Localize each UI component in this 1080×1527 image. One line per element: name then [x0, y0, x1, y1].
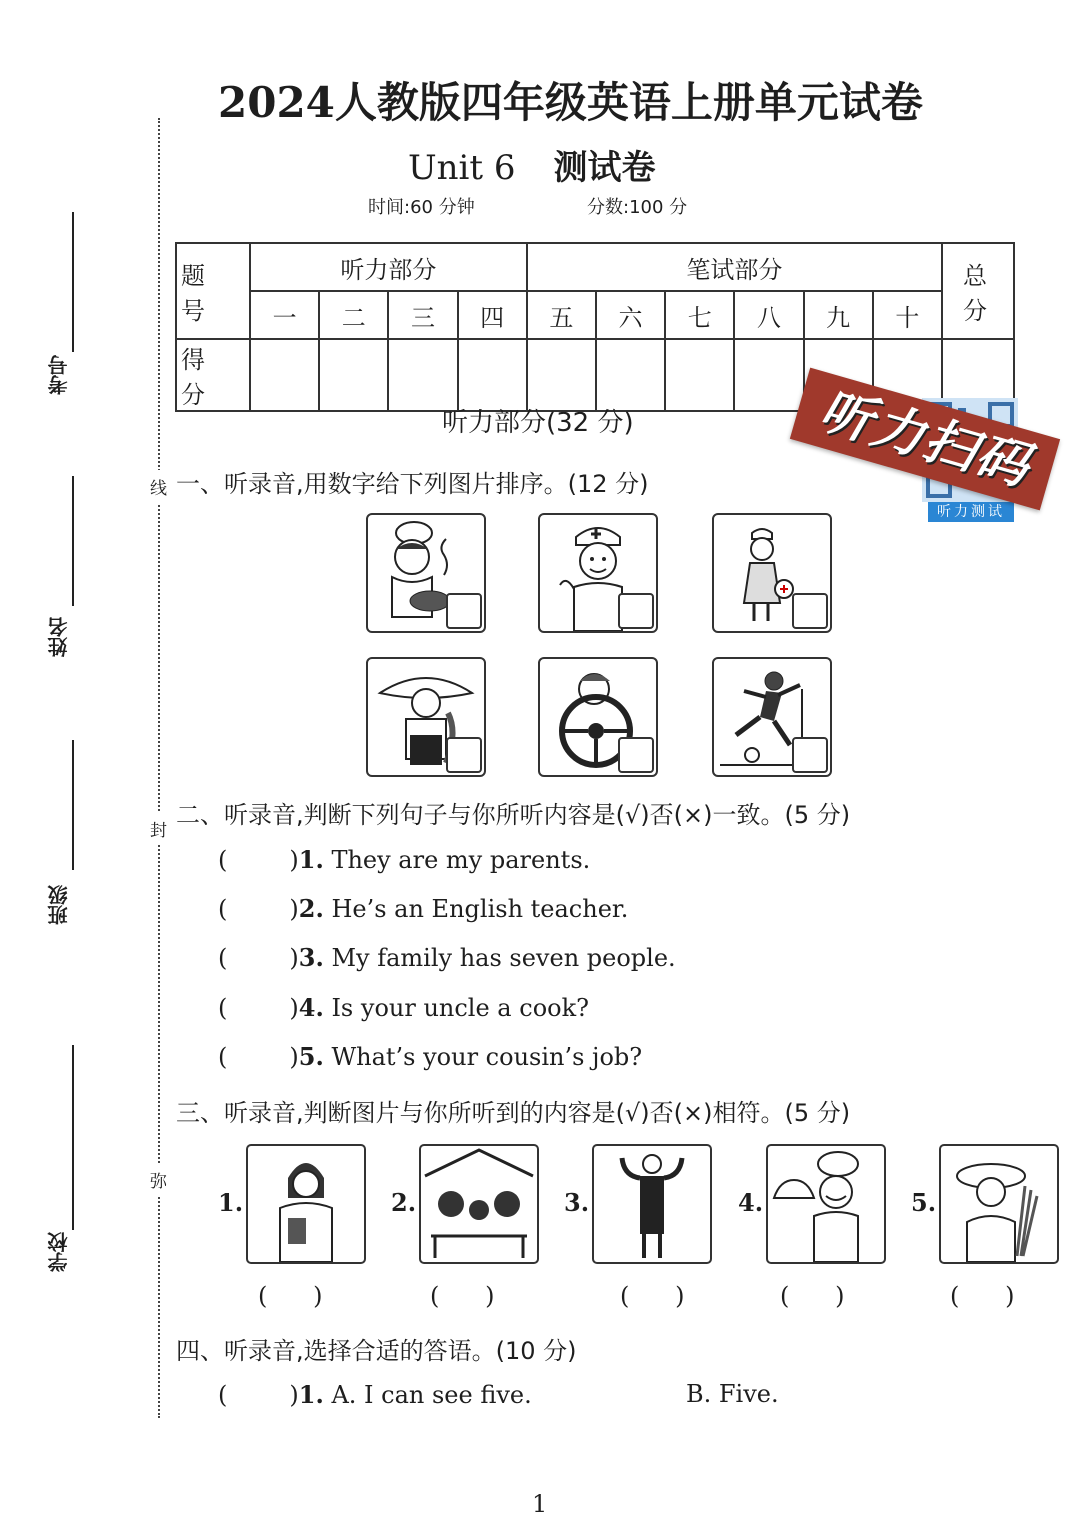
answer-box[interactable] — [618, 737, 654, 773]
answer-paren[interactable]: ( ) — [950, 1282, 1015, 1310]
item-number: 1. — [298, 1380, 324, 1409]
answer-paren[interactable]: ( ) — [218, 994, 299, 1022]
statement-text: My family has seven people. — [331, 944, 676, 972]
driver-icon — [538, 657, 658, 777]
score-cell[interactable] — [734, 339, 803, 411]
item-number: 4. — [298, 993, 324, 1022]
score-cell[interactable] — [596, 339, 665, 411]
item-number: 1. — [298, 845, 324, 874]
option-b[interactable]: B. Five. — [686, 1380, 779, 1408]
statement-2 — [218, 894, 628, 923]
binding-word-xian: 线 — [150, 470, 167, 503]
answer-box[interactable] — [618, 593, 654, 629]
score-info: 分数:100 分 — [587, 197, 688, 218]
binding-word-feng: 封 — [150, 812, 167, 845]
paper-label: 测试卷 — [553, 148, 656, 188]
question-number-cell: 七 — [665, 291, 734, 339]
score-cell[interactable] — [458, 339, 527, 411]
answer-paren[interactable]: ( ) — [218, 1381, 299, 1409]
question-number-cell: 二 — [319, 291, 388, 339]
question-3-title: 三、听录音,判断图片与你所听到的内容是(√)否(×)相符。(5 分) — [176, 1099, 851, 1127]
school-label: 学校 — [47, 1232, 71, 1272]
school-line[interactable] — [72, 1045, 74, 1230]
question-number-cell: 三 — [388, 291, 457, 339]
exam-number-label: 考号 — [47, 355, 71, 395]
item-number: 3. — [298, 943, 324, 972]
writing-part-header: 笔试部分 — [527, 243, 942, 291]
answer-box[interactable] — [792, 593, 828, 629]
statement-1 — [218, 845, 590, 874]
statement-text: They are my parents. — [331, 846, 591, 874]
exam-number-line[interactable] — [72, 212, 74, 352]
answer-paren[interactable]: ( ) — [620, 1282, 685, 1310]
listening-heading: 听力部分(32 分) — [442, 408, 634, 438]
answer-paren[interactable]: ( ) — [218, 895, 299, 923]
name-line[interactable] — [72, 476, 74, 606]
listening-part-header: 听力部分 — [250, 243, 527, 291]
statement-3 — [218, 943, 676, 972]
score-cell[interactable] — [665, 339, 734, 411]
question-number-cell: 六 — [596, 291, 665, 339]
binding-line — [158, 118, 160, 1418]
answer-box[interactable] — [792, 737, 828, 773]
answer-box[interactable] — [446, 593, 482, 629]
chef-icon — [766, 1144, 886, 1264]
football-player-icon — [712, 657, 832, 777]
score-cell[interactable] — [388, 339, 457, 411]
statement-text: He’s an English teacher. — [331, 895, 629, 923]
option-a[interactable]: A. I can see five. — [331, 1381, 532, 1409]
choice-item-1 — [218, 1380, 532, 1409]
item-number: 5. — [298, 1042, 324, 1071]
answer-paren[interactable]: ( ) — [218, 1043, 299, 1071]
question-number-cell: 十 — [873, 291, 942, 339]
question-4-title: 四、听录音,选择合适的答语。(10 分) — [176, 1337, 577, 1365]
picture-number: 5. — [911, 1188, 937, 1217]
qr-caption: 听力测试 — [928, 502, 1014, 522]
class-label: 班级 — [47, 885, 71, 925]
athlete-icon — [592, 1144, 712, 1264]
question-1-title: 一、听录音,用数字给下列图片排序。(12 分) — [176, 470, 649, 498]
answer-paren[interactable]: ( ) — [258, 1282, 323, 1310]
nurse-icon — [712, 513, 832, 633]
score-cell[interactable] — [527, 339, 596, 411]
farmer-icon — [366, 657, 486, 777]
total-score-header: 总 分 — [942, 243, 1014, 339]
class-line[interactable] — [72, 740, 74, 870]
question-number-cell: 四 — [458, 291, 527, 339]
doctor-woman-icon — [246, 1144, 366, 1264]
table-row-head-score: 得 分 — [176, 339, 250, 411]
picture-number: 4. — [738, 1188, 764, 1217]
farmer-woman-icon — [939, 1144, 1059, 1264]
statement-text: What’s your cousin’s job? — [331, 1043, 643, 1071]
binding-word-mi: 弥 — [150, 1163, 167, 1196]
picture-number: 3. — [564, 1188, 590, 1217]
answer-paren[interactable]: ( ) — [780, 1282, 845, 1310]
question-2-title: 二、听录音,判断下列句子与你所听内容是(√)否(×)一致。(5 分) — [176, 801, 851, 829]
unit-title — [408, 140, 656, 189]
score-cell[interactable] — [319, 339, 388, 411]
question-number-cell: 五 — [527, 291, 596, 339]
name-label: 姓名 — [47, 617, 71, 657]
statement-4 — [218, 993, 589, 1022]
statement-text: Is your uncle a cook? — [331, 994, 589, 1022]
picture-number: 2. — [391, 1188, 417, 1217]
question-number-cell: 九 — [804, 291, 873, 339]
cook-icon — [366, 513, 486, 633]
time-info: 时间:60 分钟 — [368, 197, 475, 218]
picture-number: 1. — [218, 1188, 244, 1217]
item-number: 2. — [298, 894, 324, 923]
page-title: 2024人教版四年级英语上册单元试卷 — [218, 78, 923, 127]
unit-label: Unit 6 — [408, 148, 516, 188]
page-number: 1 — [532, 1490, 548, 1518]
statement-5 — [218, 1042, 642, 1071]
answer-paren[interactable]: ( ) — [218, 846, 299, 874]
doctor-icon — [538, 513, 658, 633]
answer-box[interactable] — [446, 737, 482, 773]
answer-paren[interactable]: ( ) — [430, 1282, 495, 1310]
question-number-cell: 八 — [734, 291, 803, 339]
score-table — [175, 242, 1015, 412]
family-icon — [419, 1144, 539, 1264]
answer-paren[interactable]: ( ) — [218, 944, 299, 972]
table-row-head-number: 题 号 — [176, 243, 250, 339]
stamp-text: 听力扫码 — [812, 380, 1038, 498]
score-cell[interactable] — [250, 339, 319, 411]
question-number-cell: 一 — [250, 291, 319, 339]
